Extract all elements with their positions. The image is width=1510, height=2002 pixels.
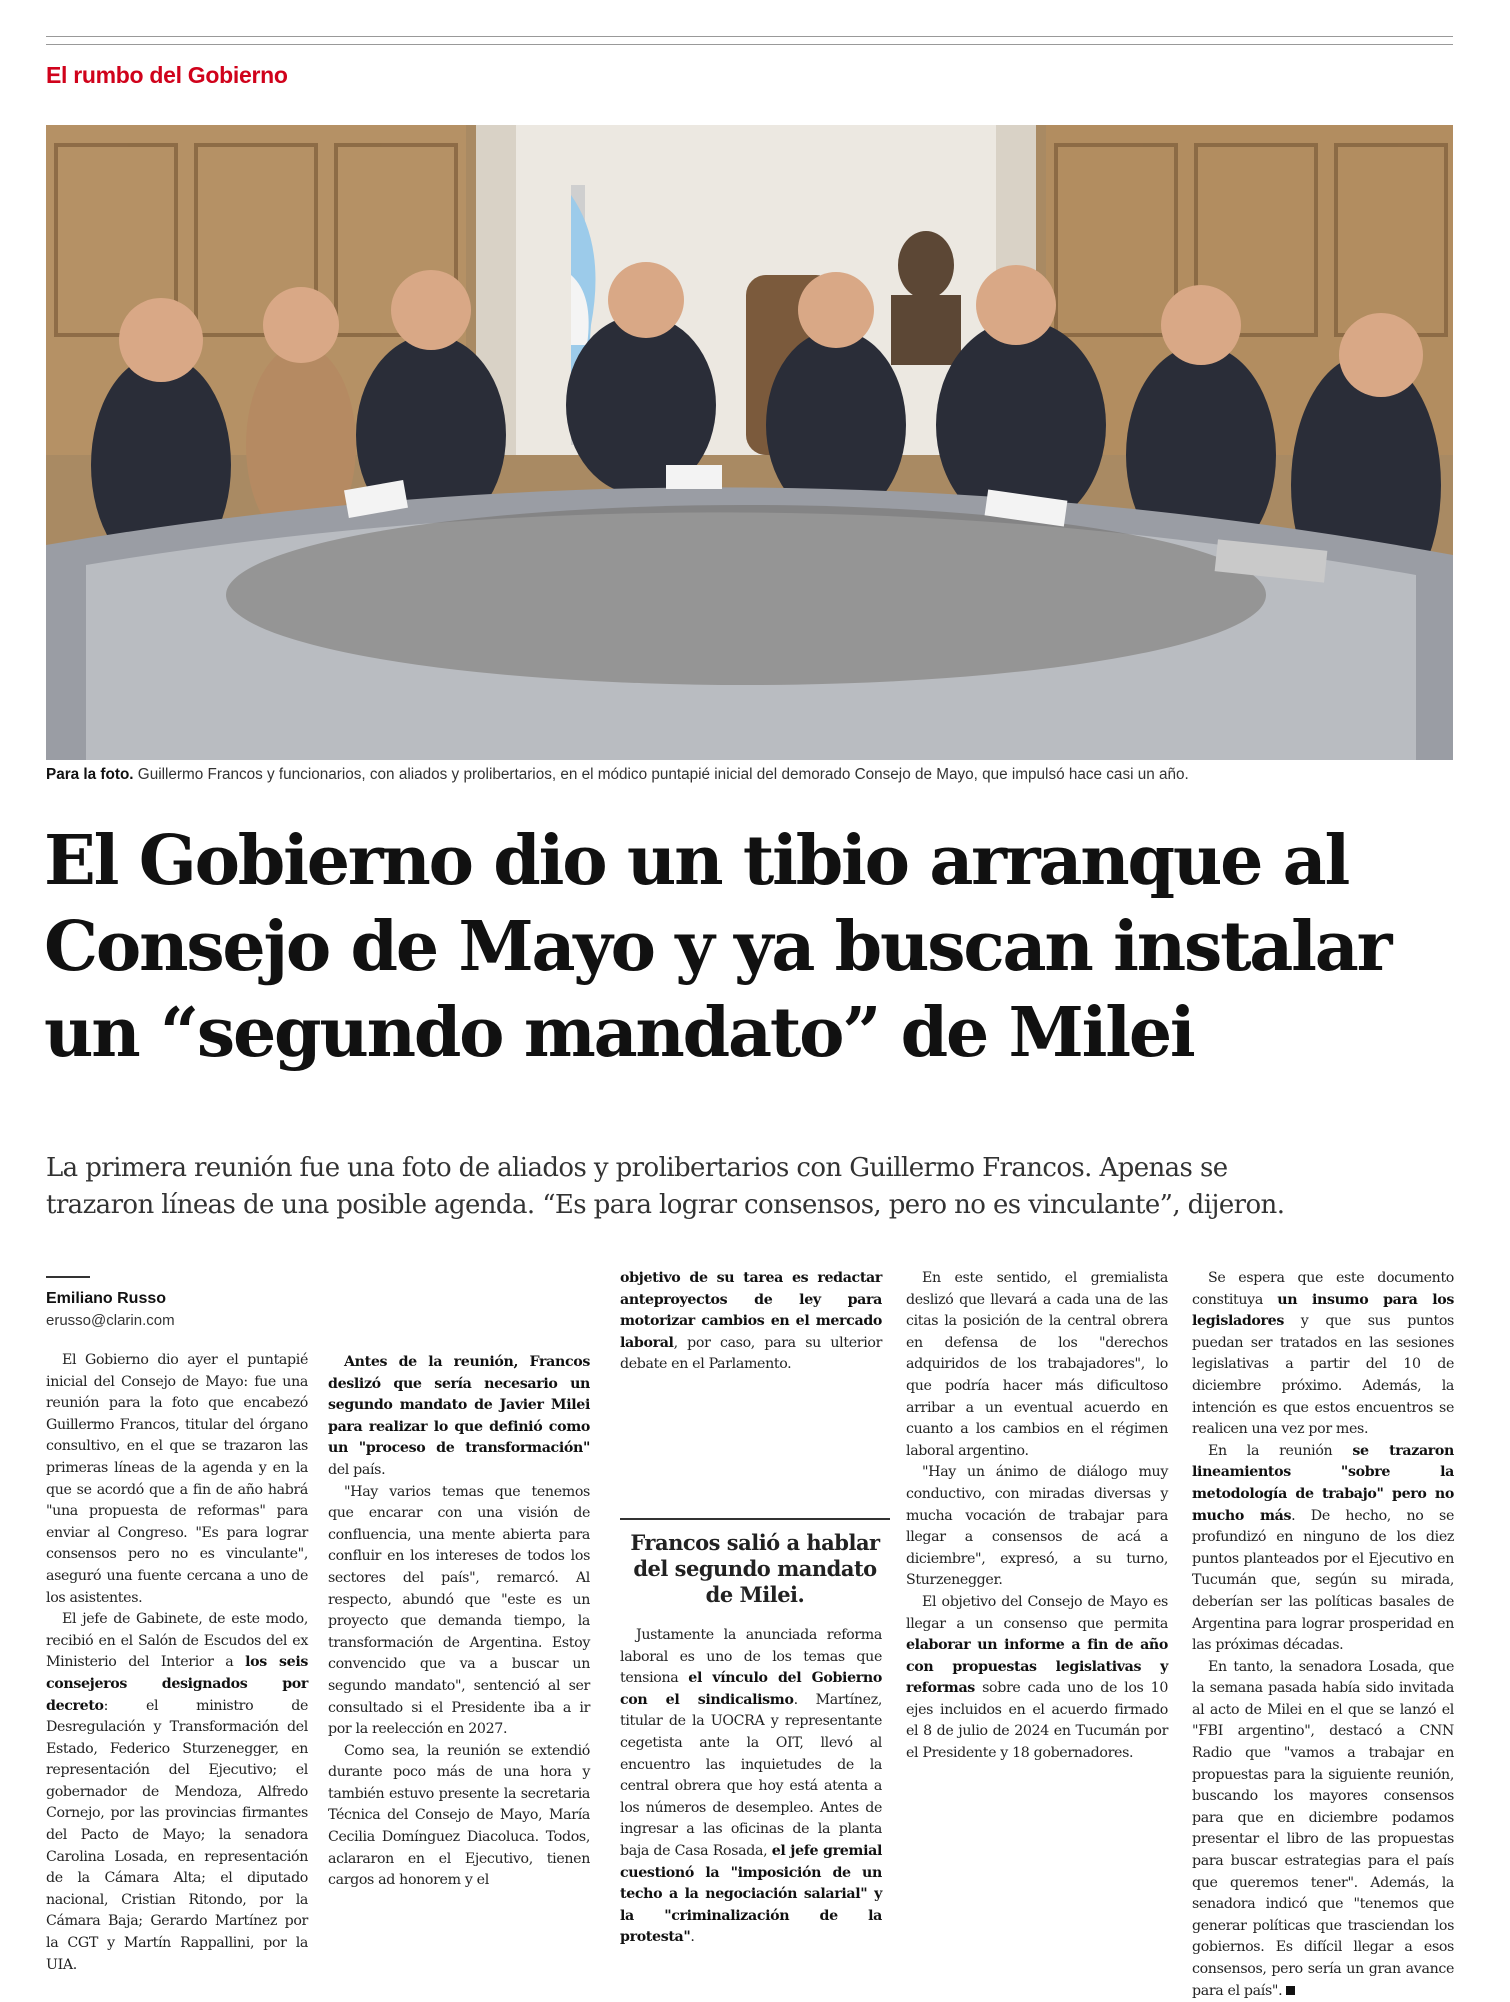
column-1 <box>46 1350 308 1976</box>
paragraph <box>1192 1268 1454 1441</box>
end-mark-icon <box>1286 1986 1295 1995</box>
news-photo <box>46 125 1453 760</box>
text-run: : el ministro de Desregulación y Transformación del Estado, Federico Sturzenegger, en representación del Ejecutivo; el gobernador de Mendoza, Alfredo Cornejo, por las provincias firmantes del Pacto de Mayo; la senadora Carolina Losada, en representación de la Cámara Alta; el diputado nacional, Cristian Ritondo, por la Cámara Baja; Gerardo Martínez por la CGT y Martín Rappallini, por la UIA. <box>46 1697 308 1973</box>
bold-run: el jefe gremial cuestionó la "imposición de un techo a la negociación salarial" y la "criminalización de la protesta" <box>620 1842 882 1946</box>
headline-line-2: Consejo de Mayo y ya buscan instalar <box>44 907 1391 987</box>
author-name: Emiliano Russo <box>46 1290 167 1307</box>
text-run: sobre cada uno de los 10 ejes incluidos en el acuerdo firmado el 8 de julio de 2024 en Tucumán por el Presidente y 18 gobernadores. <box>906 1680 1168 1762</box>
paragraph: El Gobierno dio ayer el puntapié inicial del Consejo de Mayo: fue una reunión para la foto que encabezó Guillermo Francos, titular del órgano consultivo, en el que se trazaron las primeras líneas de la agenda y en la que se acordó que a fin de año habrá "una propuesta de reformas" para enviar al Congreso. "Es para lograr consensos pero no es vinculante", aseguró una fuente cercana a uno de los asistentes. <box>46 1352 308 1606</box>
top-rule <box>46 36 1453 37</box>
column-3-continued <box>620 1625 882 1949</box>
deck-line-2: trazaron líneas de una posible agenda. “Es para lograr consensos, pero no es vinculante”, dijeron. <box>46 1190 1285 1220</box>
pull-quote: Francos salió a hablar del segundo mandato de Milei. <box>620 1518 890 1608</box>
headline-line-1: El Gobierno dio un tibio arranque al <box>44 821 1349 901</box>
paragraph <box>328 1352 590 1482</box>
column-3 <box>620 1268 882 1376</box>
text-run: Justamente la anunciada reforma laboral es uno de los temas que tensiona <box>620 1627 882 1687</box>
headline <box>44 818 1464 1076</box>
text-run: , por caso, para su ulterior debate en el Parlamento. <box>620 1334 882 1373</box>
bold-run: el vínculo del Gobierno con el sindicalismo <box>620 1670 882 1708</box>
paragraph <box>1192 1657 1454 2002</box>
byline-rule <box>46 1276 90 1278</box>
text-run: . De hecho, no se profundizó en ninguno de los diez puntos planteados por el Ejecutivo en Tucumán que, según su mirada, deberían ser las políticas basales de Argentina para lograr prosperidad en las próximas décadas. <box>1192 1507 1454 1654</box>
bold-run: se trazaron lineamientos "sobre la metodología de trabajo" pero no mucho más <box>1192 1442 1454 1524</box>
bold-run: objetivo de su tarea es redactar anteproyectos de ley para motorizar cambios en el mercado laboral <box>620 1270 882 1351</box>
deck-line-1: La primera reunión fue una foto de aliados y prolibertarios con Guillermo Francos. Apenas se <box>46 1153 1228 1183</box>
column-5 <box>1192 1268 1454 2002</box>
column-4 <box>906 1268 1168 1765</box>
text-run: y que sus puntos puedan ser tratados en las sesiones legislativas a partir del 10 de diciembre próximo. Además, la intención es que estos encuentros se realicen una vez por mes. <box>1192 1313 1454 1438</box>
bold-run: un insumo para los legisladores <box>1192 1291 1454 1330</box>
text-run: El objetivo del Consejo de Mayo es llegar a un consenso que permita <box>906 1593 1168 1632</box>
caption-text: Guillermo Francos y funcionarios, con aliados y prolibertarios, en el módico puntapié inicial del demorado Consejo de Mayo, que impulsó hace casi un año. <box>133 766 1189 783</box>
paragraph <box>620 1268 882 1376</box>
text-run: El jefe de Gabinete, de este modo, recibió en el Salón de Escudos del ex Ministerio del Interior a <box>46 1611 308 1671</box>
author-email: erusso@clarin.com <box>46 1312 175 1329</box>
text-run: . Martínez, titular de la UOCRA y representante cegetista ante la OIT, llevó al encuentro las inquietudes de la central obrera que hoy está atenta a los números de desempleo. Antes de ingresar a las oficinas de la planta baja de Casa Rosada, <box>620 1691 882 1859</box>
text-run: En la reunión <box>1208 1442 1353 1459</box>
photo-caption <box>46 766 1453 784</box>
caption-lead: Para la foto. <box>46 766 134 783</box>
paragraph: "Hay un ánimo de diálogo muy conductivo, con miradas diversas y mucha vocación de trabajar para llegar a consensos de acá a diciembre", expresó, a su turno, Sturzenegger. <box>906 1464 1168 1589</box>
bold-run: Antes de la reunión, Francos deslizó que sería necesario un segundo mandato de Javier Milei para realizar lo que definió como un "proceso de transformación" <box>328 1354 590 1457</box>
text-run: En tanto, la senadora Losada, que la semana pasada había sido invitada al acto de Milei en el que se lanzó el "FBI argentino", destacó a CNN Radio que "vamos a trabajar en propuestas para la siguiente reunión, buscando los mayores consensos para que en diciembre podamos presentar el libro de las propuestas para buscar estrategias para el país que queremos tener". Además, la senadora indicó que "tenemos que generar políticas que trasciendan los gobiernos. Es difícil llegar a esos consensos, pero sería un gran avance para el país". <box>1192 1658 1454 1999</box>
bold-run: elaborar un informe a fin de año con propuestas legislativas y reformas <box>906 1637 1168 1697</box>
paragraph: Como sea, la reunión se extendió durante poco más de una hora y también estuvo presente la secretaria Técnica del Consejo de Mayo, María Cecilia Domínguez Diacoluca. Todos, aclararon en el Ejecutivo, tienen cargos ad honorem y el <box>328 1742 590 1889</box>
paragraph <box>46 1609 308 1976</box>
text-run: Se espera que este documento constituya <box>1192 1270 1454 1308</box>
paragraph <box>1192 1441 1454 1657</box>
top-rule-secondary <box>46 44 1453 45</box>
text-run: . <box>690 1929 695 1946</box>
meeting-photo-illustration <box>46 125 1453 760</box>
deck <box>46 1150 1466 1224</box>
headline-line-3: un “segundo mandato” de Milei <box>44 993 1194 1073</box>
paragraph: "Hay varios temas que tenemos que encarar con una visión de confluencia, una mente abierta para confluir en los intereses de todos los sectores del país", remarcó. Al respecto, abundó que "este es un proyecto que demanda tiempo, la transformación de Argentina. Estoy convencido que va a buscar un segundo mandato", sentenció al ser consultado si el Presidente iba a ir por la reelección en 2027. <box>328 1483 590 1738</box>
paragraph: En este sentido, el gremialista deslizó que llevará a cada una de las citas la posición de la central obrera en defensa de los "derechos adquiridos de los trabajadores", lo que podría hacer más dificultoso arribar a un eventual acuerdo en cuanto a los cambios en el régimen laboral argentino. <box>906 1270 1168 1459</box>
text-run: del país. <box>328 1461 386 1478</box>
section-label: El rumbo del Gobierno <box>46 62 288 88</box>
paragraph <box>620 1625 882 1949</box>
bold-run: los seis consejeros designados por decreto <box>46 1654 308 1714</box>
column-2-body <box>328 1352 590 1892</box>
paragraph <box>906 1592 1168 1765</box>
